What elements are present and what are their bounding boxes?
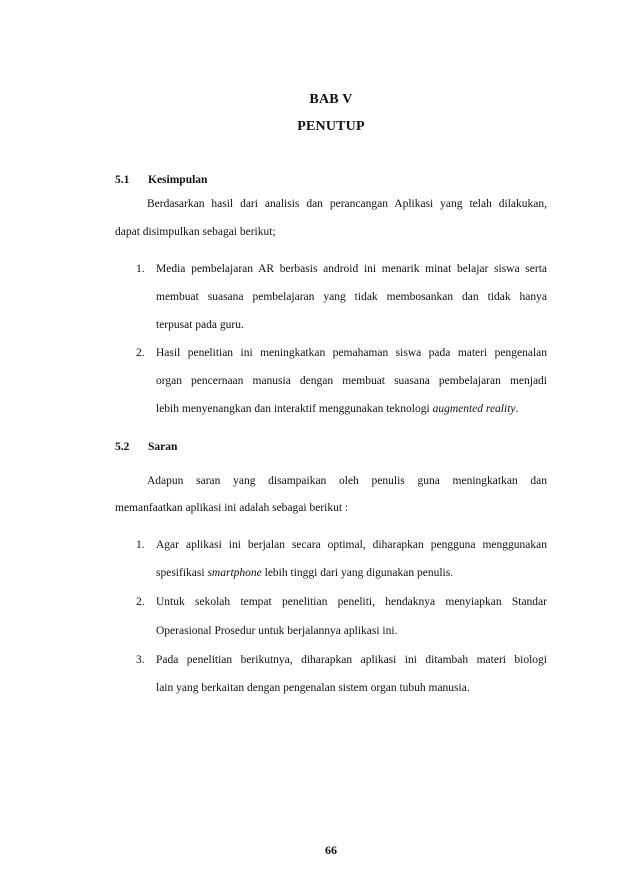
list-item-line: Hasil penelitian ini meningkatkan pemahaman siswa pada materi pengenalan: [156, 347, 547, 359]
italic-term: augmented reality: [432, 403, 516, 415]
chapter-title: PENUTUP: [297, 119, 365, 134]
list-item-number: 3.: [136, 654, 145, 666]
text-span: lebih menyenangkan dan interaktif menggunakan teknologi: [156, 403, 433, 415]
list-item-number: 2.: [136, 347, 145, 359]
list-item-line: membuat suasana pembelajaran yang tidak membosankan dan tidak hanya: [156, 291, 547, 303]
list-item-line: organ pencernaan manusia dengan membuat suasana pembelajaran menjadi: [156, 375, 547, 387]
section-number: 5.1: [115, 174, 130, 186]
text-span: spesifikasi: [156, 567, 208, 579]
paragraph-line: dapat disimpulkan sebagai berikut;: [115, 226, 276, 238]
section-heading-kesimpulan: [115, 174, 207, 186]
section-title: Saran: [148, 441, 178, 453]
list-item-line: Media pembelajaran AR berbasis android ini menarik minat belajar siswa serta: [156, 263, 547, 275]
text-span: .: [515, 403, 519, 415]
section-heading-saran: [115, 441, 177, 453]
list-item-line: [156, 402, 518, 416]
paragraph-line: Adapun saran yang disampaikan oleh penulis guna meningkatkan dan: [147, 475, 547, 487]
list-item-number: 1.: [136, 539, 145, 551]
list-item-line: lain yang berkaitan dengan pengenalan sistem organ tubuh manusia.: [156, 682, 470, 694]
list-item-line: Untuk sekolah tempat penelitian peneliti, hendaknya menyiapkan Standar: [156, 596, 547, 608]
list-item-number: 2.: [136, 596, 145, 608]
list-item-line: Operasional Prosedur untuk berjalannya aplikasi ini.: [156, 625, 398, 637]
list-item-line: Pada penelitian berikutnya, diharapkan aplikasi ini ditambah materi biologi: [156, 654, 547, 666]
text-span: lebih tinggi dari yang digunakan penulis.: [261, 567, 454, 579]
chapter-number: BAB V: [309, 92, 353, 107]
paragraph-line: Berdasarkan hasil dari analisis dan perancangan Aplikasi yang telah dilakukan,: [147, 198, 547, 210]
list-item-line: [156, 566, 453, 580]
section-title: Kesimpulan: [148, 174, 208, 186]
list-item-number: 1.: [136, 263, 145, 275]
section-number: 5.2: [115, 441, 130, 453]
list-item-line: terpusat pada guru.: [156, 319, 244, 331]
list-item-line: Agar aplikasi ini berjalan secara optimal, diharapkan pengguna menggunakan: [156, 539, 547, 551]
page-number: 66: [325, 843, 337, 857]
italic-term: smartphone: [207, 567, 262, 579]
paragraph-line: memanfaatkan aplikasi ini adalah sebagai berikut :: [115, 502, 349, 514]
